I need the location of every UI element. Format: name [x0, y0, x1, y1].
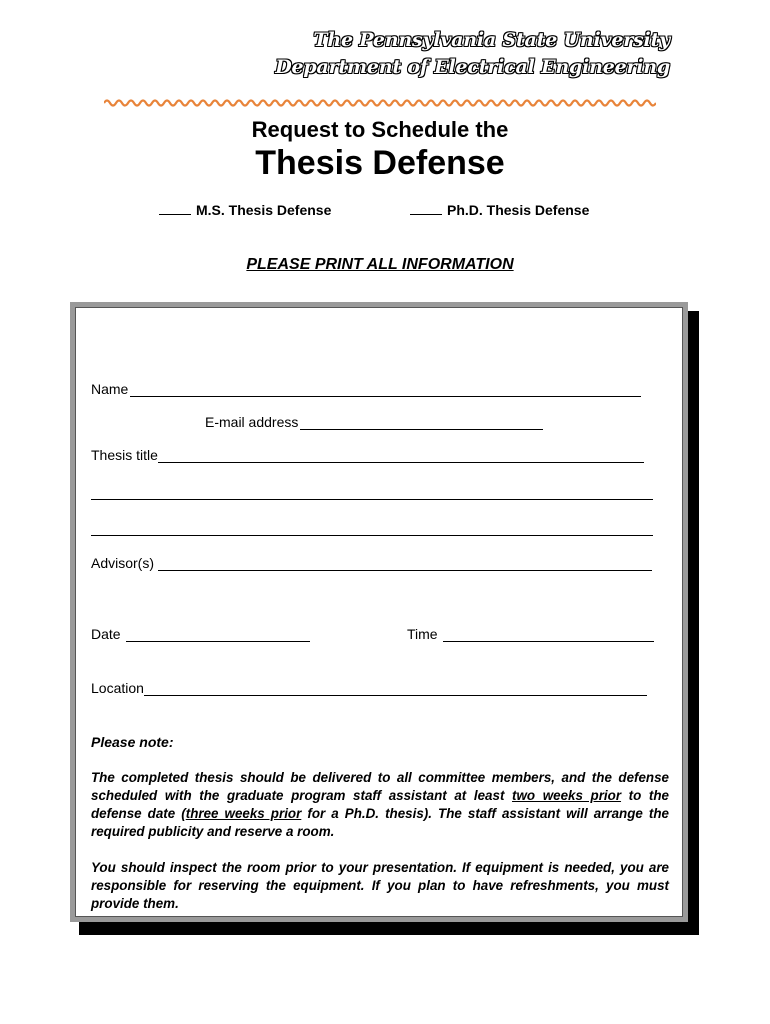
- phd-defense-label: Ph.D. Thesis Defense: [447, 202, 590, 218]
- thesis-title-input-line[interactable]: [158, 448, 644, 463]
- note-p1-part-b: to the defense date (: [91, 788, 669, 821]
- thesis-title-line-3[interactable]: [91, 534, 653, 536]
- ms-checkbox-blank[interactable]: [159, 203, 191, 215]
- decorative-wave-divider: [104, 97, 656, 109]
- time-label: Time: [407, 626, 438, 642]
- print-instruction: PLEASE PRINT ALL INFORMATION: [246, 256, 514, 273]
- name-input-line[interactable]: [130, 382, 641, 397]
- note-paragraph-equipment: You should inspect the room prior to your presentation. If equipment is needed, you are responsible for reserving the equipment. If you plan to have refreshments, you must provide them.: [91, 860, 669, 911]
- department-name: Department of Electrical Engineering: [275, 56, 670, 78]
- advisor-input-line[interactable]: [158, 556, 652, 571]
- thesis-title-field: [91, 447, 644, 463]
- date-field: [91, 626, 310, 642]
- email-input-line[interactable]: [300, 415, 543, 430]
- phd-checkbox-blank[interactable]: [410, 203, 442, 215]
- advisor-field: [91, 555, 652, 571]
- thesis-title-line-2[interactable]: [91, 498, 653, 500]
- note-paragraph-deadlines: [91, 769, 669, 841]
- time-field: [407, 626, 654, 642]
- note-p1-three-weeks: three weeks prior: [185, 806, 302, 821]
- thesis-title-label: Thesis title: [91, 447, 158, 463]
- note-p1-part-c: for a Ph.D. thesis). The staff assistant will arrange the required publicity and reserve a room.: [91, 806, 669, 839]
- form-title-line1: Request to Schedule the: [251, 117, 509, 142]
- name-label: Name: [91, 381, 129, 397]
- note-p1-two-weeks: two weeks prior: [512, 788, 622, 803]
- date-input-line[interactable]: [126, 627, 310, 642]
- university-name: The Pennsylvania State University: [313, 29, 670, 51]
- phd-defense-choice[interactable]: [410, 202, 589, 218]
- advisor-label: Advisor(s): [91, 555, 155, 571]
- location-label: Location: [91, 680, 144, 696]
- date-label: Date: [91, 626, 121, 642]
- form-title-line2: Thesis Defense: [255, 144, 505, 182]
- time-input-line[interactable]: [443, 627, 654, 642]
- note-heading: Please note:: [91, 734, 174, 750]
- name-field: [91, 381, 641, 397]
- location-field: [91, 680, 647, 696]
- email-field: [205, 414, 543, 430]
- email-label: E-mail address: [205, 414, 299, 430]
- ms-defense-label: M.S. Thesis Defense: [196, 202, 332, 218]
- ms-defense-choice[interactable]: [159, 202, 331, 218]
- location-input-line[interactable]: [144, 681, 647, 696]
- note-p1-part-a: The completed thesis should be delivered to all committee members, and the defense scheduled with the graduate program staff assistant at least: [91, 770, 669, 803]
